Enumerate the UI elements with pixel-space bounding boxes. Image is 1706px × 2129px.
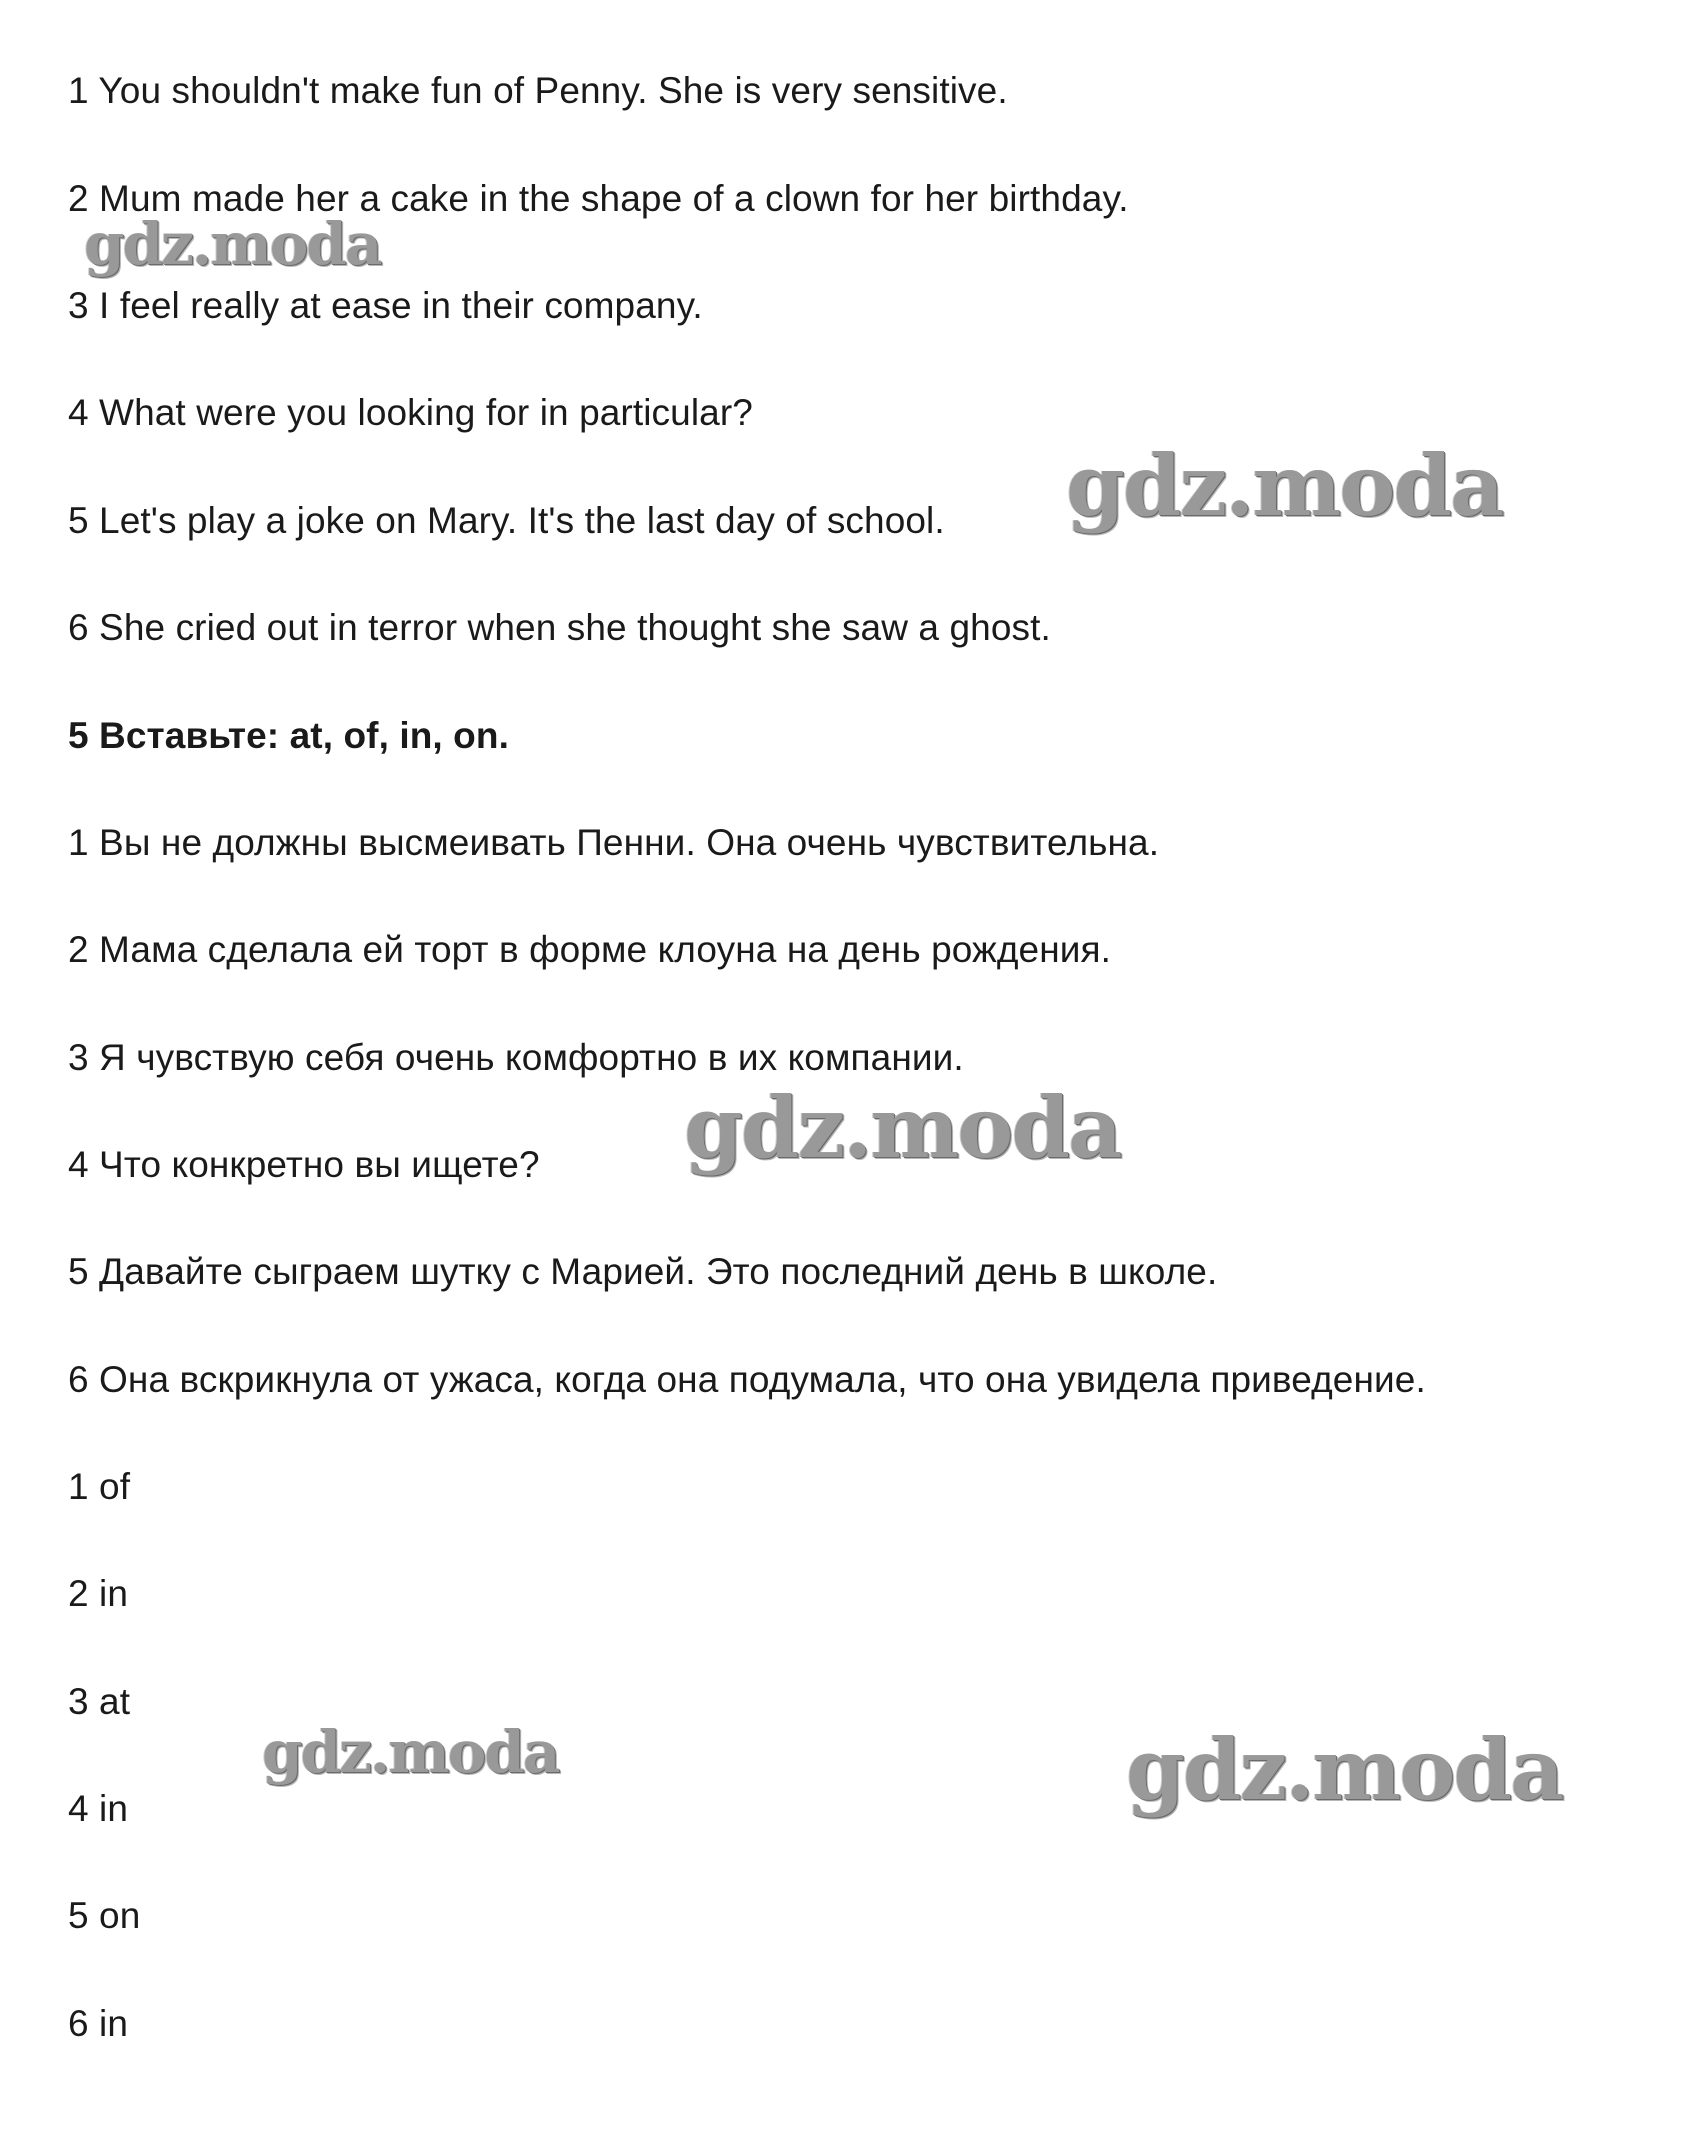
answer-1: 1 of bbox=[68, 1466, 131, 1507]
watermark: gdz.moda bbox=[1066, 436, 1503, 535]
translation-ru-2: 2 Мама сделала ей торт в форме клоуна на день рождения. bbox=[68, 929, 1112, 970]
sentence-en-4: 4 What were you looking for in particular? bbox=[68, 392, 753, 433]
watermark: gdz.moda bbox=[84, 210, 381, 278]
translation-ru-3: 3 Я чувствую себя очень комфортно в их компании. bbox=[68, 1037, 964, 1078]
sentence-en-2: 2 Mum made her a cake in the shape of a clown for her birthday. bbox=[68, 178, 1129, 219]
sentence-en-5: 5 Let's play a joke on Mary. It's the last day of school. bbox=[68, 500, 945, 541]
task-heading: 5 Вставьте: at, of, in, on. bbox=[68, 715, 509, 756]
watermark: gdz.moda bbox=[684, 1078, 1121, 1177]
watermark: gdz.moda bbox=[262, 1718, 559, 1786]
translation-ru-4: 4 Что конкретно вы ищете? bbox=[68, 1144, 540, 1185]
watermark: gdz.moda bbox=[1126, 1720, 1563, 1819]
answer-3: 3 at bbox=[68, 1681, 131, 1722]
sentence-en-6: 6 She cried out in terror when she thought she saw a ghost. bbox=[68, 607, 1051, 648]
answer-4: 4 in bbox=[68, 1788, 129, 1829]
sentence-en-1: 1 You shouldn't make fun of Penny. She is very sensitive. bbox=[68, 70, 1008, 111]
answer-5: 5 on bbox=[68, 1895, 141, 1936]
answer-6: 6 in bbox=[68, 2003, 129, 2044]
translation-ru-1: 1 Вы не должны высмеивать Пенни. Она очень чувствительна. bbox=[68, 822, 1160, 863]
translation-ru-5: 5 Давайте сыграем шутку с Марией. Это последний день в школе. bbox=[68, 1251, 1218, 1292]
sentence-en-3: 3 I feel really at ease in their company. bbox=[68, 285, 703, 326]
answer-2: 2 in bbox=[68, 1573, 129, 1614]
translation-ru-6: 6 Она вскрикнула от ужаса, когда она подумала, что она увидела приведение. bbox=[68, 1359, 1426, 1400]
